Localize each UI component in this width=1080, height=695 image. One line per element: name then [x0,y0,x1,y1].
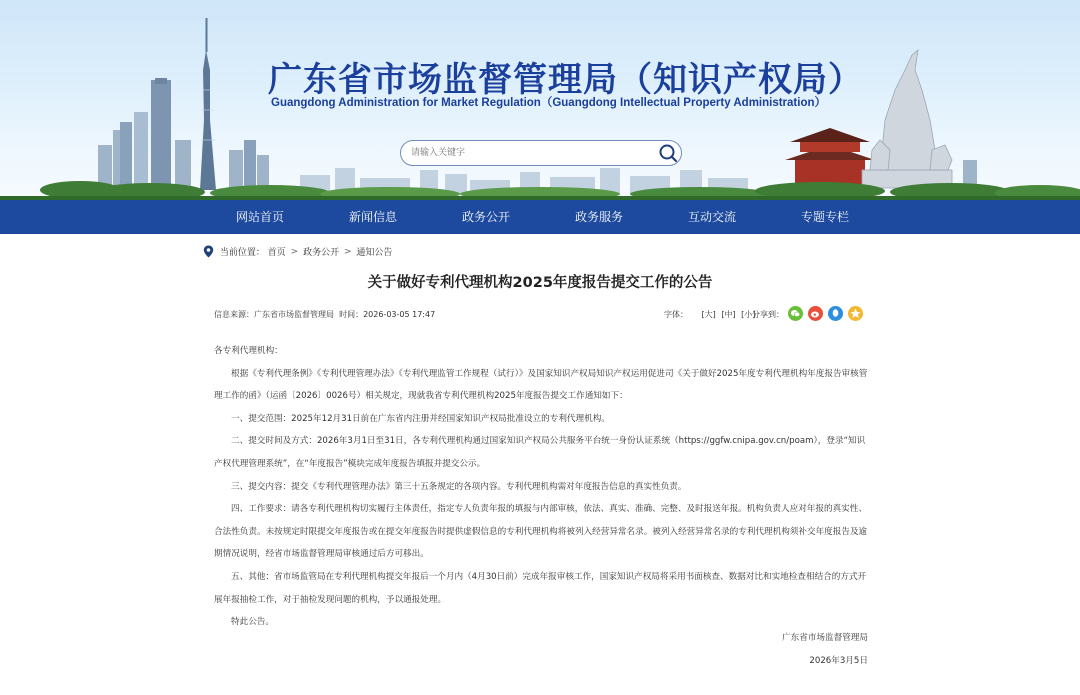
time-label: 时间： [339,310,364,319]
paragraph-time-method: 二、提交时间及方式：2026年3月1日至31日，各专利代理机构通过国家知识产权局公共服务平台统一身份认证系统（https://ggfw.cnipa.gov.cn/poam），登录“知识产权代理管理系统”，在“年度报告”模块完成年度报告填报并提交公示。 [214,436,866,469]
search-icon [658,143,678,163]
qq-icon[interactable] [828,306,843,321]
wechat-glyph [788,306,803,321]
qzone-icon[interactable] [848,306,863,321]
nav-special-topics[interactable]: 专题专栏 [801,210,850,224]
source-label: 信息来源： [214,310,254,319]
nav-government-affairs[interactable]: 政务公开 [462,210,511,224]
share-label: 分享到： [752,310,784,319]
font-size-small[interactable]: [小] [741,310,756,319]
paragraph-scope: 一、提交范围：2025年12月31日前在广东省内注册并经国家知识产权局批准设立的专利代理机构。 [231,413,610,424]
font-size-large[interactable]: [大] [701,310,716,319]
nav-interaction[interactable]: 互动交流 [688,210,737,224]
search-button[interactable] [658,143,678,163]
main-nav [0,200,1080,234]
breadcrumb-notices[interactable]: 通知公告 [356,248,393,258]
article-body [214,340,868,634]
article-title: 关于做好专利代理机构2025年度报告提交工作的公告 [367,275,713,291]
header-banner [0,0,1080,200]
paragraph-other: 五、其他：省市场监管局在专利代理机构提交年报后一个月内（4月30日前）完成年报审核工作，国家知识产权局将采用书面核查、数据对比和实地检查相结合的方式开展年报抽检工作，对于抽检发现问题的机构，予以通报处理。 [214,571,867,605]
breadcrumb-separator: > [343,246,352,257]
time-value: 2026-03-05 17:47 [363,310,436,319]
weibo-glyph [808,306,823,321]
paragraph-content: 三、提交内容：提交《专利代理管理办法》第三十五条规定的各项内容。专利代理机构需对年度报告信息的真实性负责。 [231,481,687,492]
breadcrumb-government-affairs[interactable]: 政务公开 [303,248,340,258]
font-size-label: 字体： [664,310,688,319]
search-input[interactable] [411,145,641,161]
signature-date: 2026年3月5日 [809,656,868,666]
article-meta [214,309,435,320]
signature: 广东省市场监督管理局 [782,633,868,643]
font-size-medium[interactable]: [中] [721,310,736,319]
paragraph-requirements: 四、工作要求：请各专利代理机构切实履行主体责任，指定专人负责年报的填报与内部审核，依法、真实、准确、完整、及时报送年报。机构负责人应对年报的真实性、合法性负责。未按规定时限提交年度报告或在提交年度报告时提供虚假信息的专利代理机构将被列入经营异常名录。被列入经营异常名录的专利代理机构须补交年度报告及逾期情况说明，经省市场监督管理局审核通过后方可移出。 [214,504,868,560]
font-size-controls [664,309,755,320]
paragraph-intro: 根据《专利代理条例》《专利代理管理办法》《专利代理监管工作规程（试行）》及国家知识产权局知识产权运用促进司《关于做好2025年度专利代理机构年度报告审核管理工作的函》（运函〔2026〕0026号）相关规定，现就我省专利代理机构2025年度报告提交工作通知如下： [214,368,868,402]
source-value: 广东省市场监督管理局 [254,310,334,319]
breadcrumb [203,245,392,258]
nav-government-services[interactable]: 政务服务 [575,210,624,224]
nav-home[interactable]: 网站首页 [236,210,285,224]
breadcrumb-home[interactable]: 首页 [267,248,286,258]
search-box [400,140,682,166]
site-title: 广东省市场监督管理局（知识产权局） [268,60,863,100]
qzone-glyph [848,306,863,321]
weibo-icon[interactable] [808,306,823,321]
location-pin-icon [203,245,214,258]
paragraph-closing: 特此公告。 [231,617,274,628]
wechat-icon[interactable] [788,306,803,321]
nav-news[interactable]: 新闻信息 [349,210,398,224]
salutation: 各专利代理机构： [214,346,283,356]
breadcrumb-label: 当前位置： [219,248,265,258]
site-subtitle: Guangdong Administration for Market Regulation（Guangdong Intellectual Property Administration） [271,97,826,109]
qq-glyph [828,306,843,321]
breadcrumb-separator: > [290,246,299,257]
